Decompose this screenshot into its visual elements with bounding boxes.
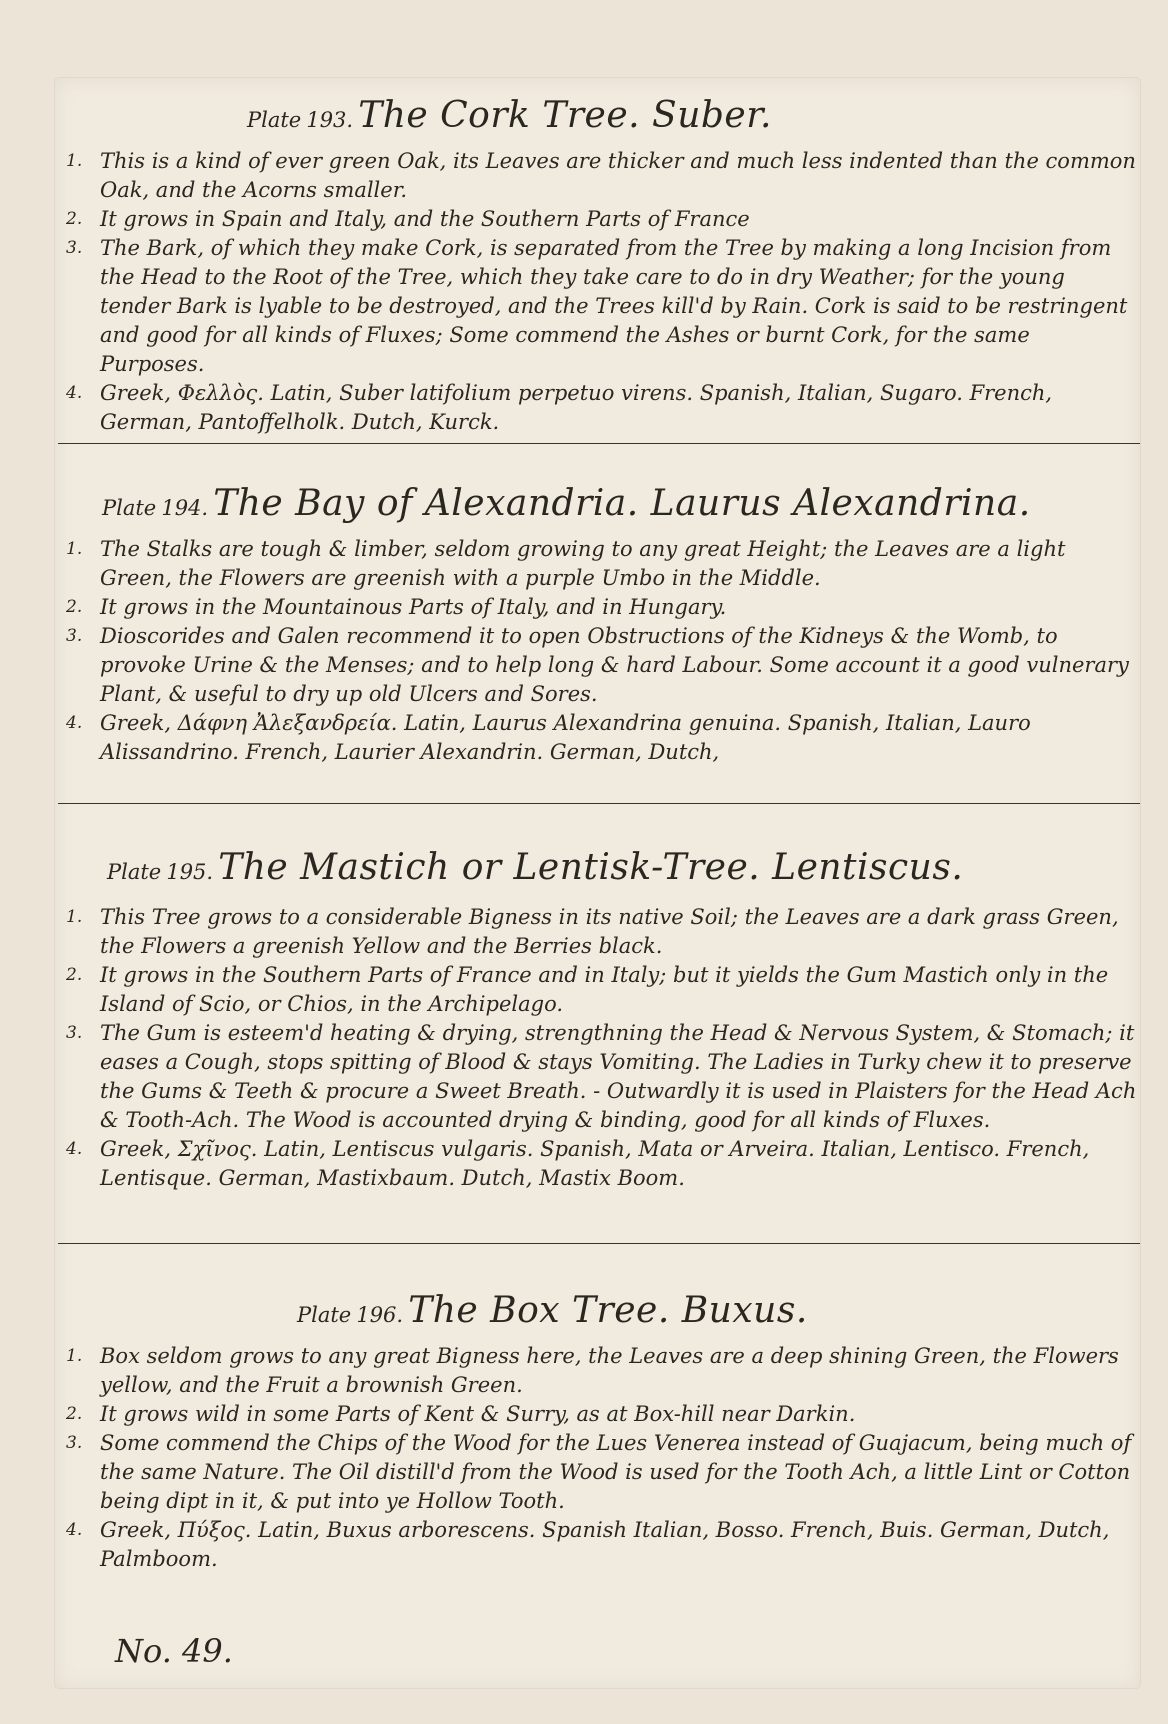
section-divider <box>58 803 1140 804</box>
list-item <box>62 622 1137 709</box>
item-text: Greek, Φελλὸς. Latin, Suber latifolium perpetuo virens. Spanish, Italian, Sugaro. French, German, Pantoffelholk. Dutch, Kurck. <box>100 381 1053 434</box>
item-number: 2. <box>66 965 83 985</box>
item-text: This is a kind of ever green Oak, its Leaves are thicker and much less indented than the common Oak, and the Acorns smaller. <box>100 149 1136 202</box>
page-number: No. 49. <box>115 1632 233 1670</box>
plate-number: 195. <box>166 860 214 884</box>
list-item <box>62 1429 1137 1516</box>
list-item <box>62 147 1137 205</box>
item-number: 3. <box>66 626 83 646</box>
item-text: The Bark, of which they make Cork, is separated from the Tree by making a long Incision from the Head to the Root of the Tree, which they take care to do in dry Weather; for the young tender Bark is lyable to be destroyed, and the Trees kill'd by Rain. Cork is said to be restringent and good for all kinds of Fluxes; Some commend the Ashes or burnt Cork, for the same Purposes. <box>100 236 1128 376</box>
plate-number: 194. <box>161 496 209 520</box>
item-text: Box seldom grows to any great Bigness here, the Leaves are a deep shining Green, the Flowers yellow, and the Fruit a brownish Green. <box>100 1344 1119 1397</box>
item-text: Greek, Σχῖνος. Latin, Lentiscus vulgaris. Spanish, Mata or Arveira. Italian, Lentisco. French, Lentisque. German, Mastixbaum. Dutch, Mastix Boom. <box>100 1137 1090 1190</box>
item-number: 4. <box>66 1520 83 1540</box>
plate-label: Plate <box>297 1303 352 1327</box>
plate-title: The Bay of Alexandria. Laurus Alexandrina. <box>213 483 1031 524</box>
list-item <box>62 379 1137 437</box>
plate-heading <box>247 95 772 136</box>
item-number: 1. <box>66 1346 83 1366</box>
item-text: Some commend the Chips of the Wood for the Lues Venerea instead of Guajacum, being much of the same Nature. The Oil distill'd from the Wood is used for the Tooth Ach, a little Lint or Cotton being dipt in it, & put into ye Hollow Tooth. <box>100 1431 1132 1513</box>
item-number: 3. <box>66 1023 83 1043</box>
item-number: 4. <box>66 1139 83 1159</box>
plate-heading <box>107 847 963 888</box>
plate-title: The Cork Tree. Suber. <box>358 95 772 136</box>
plate-heading <box>297 1290 808 1331</box>
item-text: It grows in the Southern Parts of France and in Italy; but it yields the Gum Mastich only in the Island of Scio, or Chios, in the Archipelago. <box>100 963 1109 1016</box>
list-item <box>62 234 1137 379</box>
list-item <box>62 1516 1137 1574</box>
item-text: It grows wild in some Parts of Kent & Surry, as at Box-hill near Darkin. <box>100 1402 856 1426</box>
list-item <box>62 1400 1137 1429</box>
plate-number: 196. <box>356 1303 404 1327</box>
item-text: The Stalks are tough & limber, seldom growing to any great Height; the Leaves are a light Green, the Flowers are greenish with a purple Umbo in the Middle. <box>100 537 1066 590</box>
item-number: 1. <box>66 539 83 559</box>
item-text: The Gum is esteem'd heating & drying, strengthning the Head & Nervous System, & Stomach; it eases a Cough, stops spitting of Blood & stays Vomiting. The Ladies in Turky chew it to preserve the Gums & Teeth & procure a Sweet Breath. - Outwardly it is used in Plaisters for the Head Ach & Tooth-Ach. The Wood is accounted drying & binding, good for all kinds of Fluxes. <box>100 1021 1137 1132</box>
plate-label: Plate <box>102 496 157 520</box>
section-divider <box>58 443 1140 444</box>
item-text: Greek, Δάφνη Ἀλεξανδρεία. Latin, Laurus Alexandrina genuina. Spanish, Italian, Lauro Alissandrino. French, Laurier Alexandrin. German, Dutch, <box>100 711 1031 764</box>
item-number: 1. <box>66 151 83 171</box>
item-number: 2. <box>66 1404 83 1424</box>
list-item <box>62 1135 1137 1193</box>
item-text: Greek, Πύξος. Latin, Buxus arborescens. Spanish Italian, Bosso. French, Buis. German, Dutch, Palmboom. <box>100 1518 1110 1571</box>
item-number: 2. <box>66 597 83 617</box>
item-number: 2. <box>66 209 83 229</box>
item-number: 4. <box>66 383 83 403</box>
item-number: 3. <box>66 1433 83 1453</box>
item-text: It grows in the Mountainous Parts of Italy, and in Hungary. <box>100 595 727 619</box>
list-item <box>62 593 1137 622</box>
list-item <box>62 205 1137 234</box>
plate-items <box>62 1342 1137 1574</box>
list-item <box>62 961 1137 1019</box>
list-item <box>62 1019 1137 1135</box>
list-item <box>62 535 1137 593</box>
plate-label: Plate <box>247 108 302 132</box>
plate-items <box>62 535 1137 767</box>
plate-items <box>62 903 1137 1193</box>
plate-label: Plate <box>107 860 162 884</box>
list-item <box>62 903 1137 961</box>
plate-number: 193. <box>306 108 354 132</box>
list-item <box>62 1342 1137 1400</box>
item-text: Dioscorides and Galen recommend it to open Obstructions of the Kidneys & the Womb, to provoke Urine & the Menses; and to help long & hard Labour. Some account it a good vulnerary Plant, & useful to dry up old Ulcers and Sores. <box>100 624 1129 706</box>
section-divider <box>58 1243 1140 1244</box>
item-number: 1. <box>66 907 83 927</box>
item-number: 3. <box>66 238 83 258</box>
plate-items <box>62 147 1137 437</box>
item-number: 4. <box>66 713 83 733</box>
item-text: It grows in Spain and Italy, and the Southern Parts of France <box>100 207 750 231</box>
plate-title: The Mastich or Lentisk-Tree. Lentiscus. <box>218 847 964 888</box>
list-item <box>62 709 1137 767</box>
item-text: This Tree grows to a considerable Bigness in its native Soil; the Leaves are a dark grass Green, the Flowers a greenish Yellow and the Berries black. <box>100 905 1119 958</box>
plate-heading <box>102 483 1031 524</box>
plate-title: The Box Tree. Buxus. <box>408 1290 808 1331</box>
